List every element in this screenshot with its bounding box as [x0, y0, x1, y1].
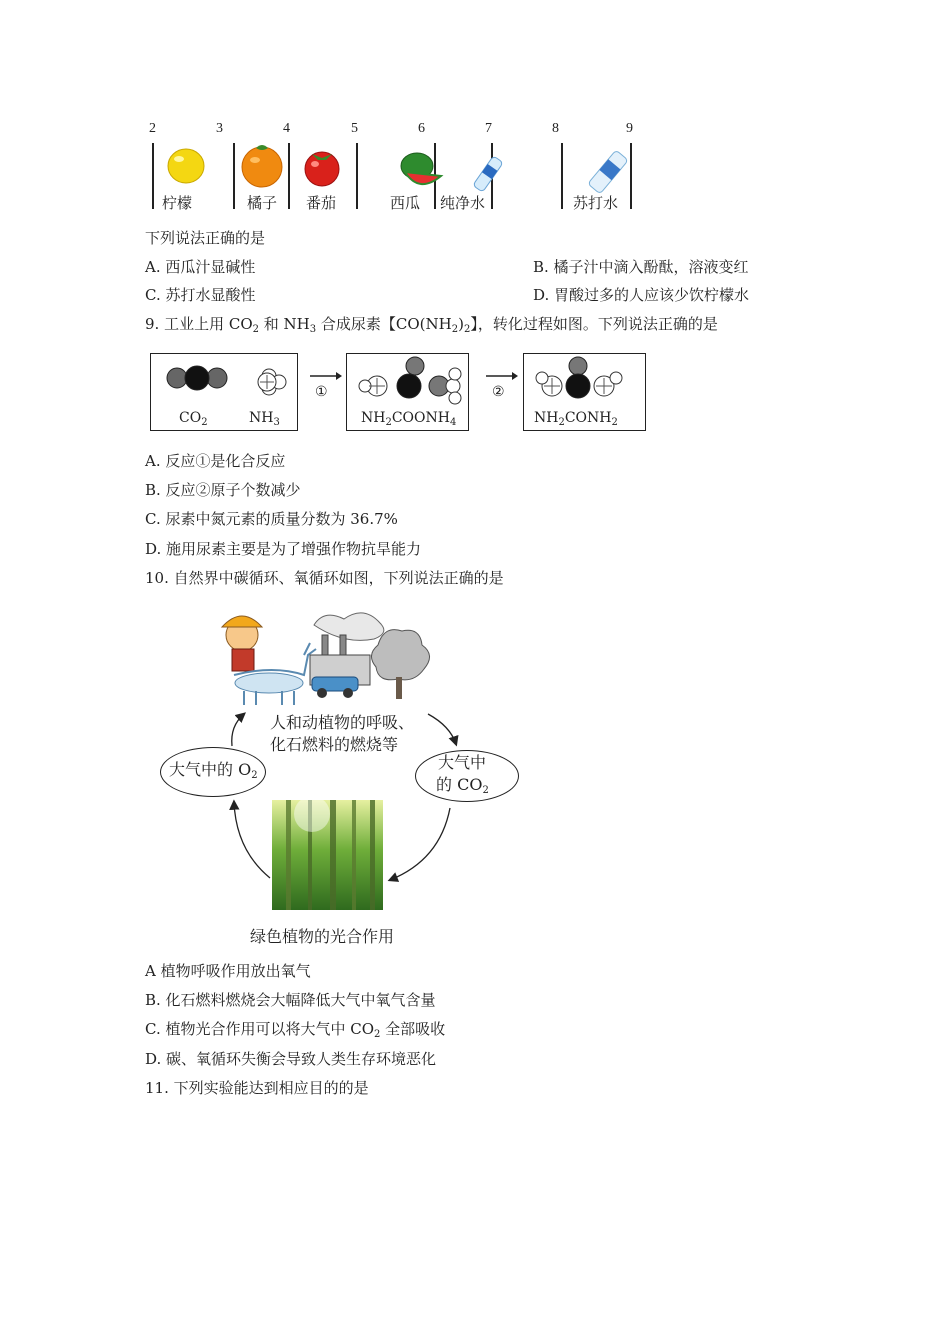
q10-stem: 10. 自然界中碳循环、氧循环如图，下列说法正确的是 — [145, 569, 504, 587]
subscript: 2 — [251, 770, 258, 781]
intermediate-label — [361, 410, 456, 426]
formula-text: CO — [179, 410, 202, 426]
formula-text: COONH — [391, 410, 450, 426]
ph-number: 7 — [485, 121, 492, 136]
q10-option-a: A 植物呼吸作用放出氧气 — [145, 962, 311, 980]
soda-bottle-icon — [580, 146, 636, 198]
co2-ellipse-line1: 大气中 — [438, 753, 487, 772]
urea-label — [534, 410, 618, 426]
subscript: 4 — [449, 417, 457, 428]
step-2-label: ② — [492, 384, 505, 400]
option-text: 全部吸收 — [380, 1020, 446, 1038]
q9-stem-part: 合成尿素【CO(NH — [316, 315, 452, 333]
cycle-arrows — [160, 700, 540, 900]
respiration-combustion-illustration — [214, 605, 434, 710]
ph-number: 3 — [216, 121, 223, 136]
ph-tick — [288, 143, 290, 209]
ammonium-carbamate-molecule-icon — [355, 356, 465, 404]
ph-tick — [356, 143, 358, 209]
ph-number: 9 — [626, 121, 633, 136]
urea-molecule-icon — [536, 356, 636, 404]
q9-stem-part: 和 NH — [259, 315, 310, 333]
ph-item-label: 苏打水 — [573, 194, 619, 212]
co2-molecule-icon — [163, 362, 283, 398]
subscript: 2 — [374, 1029, 381, 1040]
ph-number: 5 — [351, 121, 358, 136]
ph-tick — [561, 143, 563, 209]
urea-box — [523, 353, 646, 431]
option-text: C. 植物光合作用可以将大气中 CO — [145, 1020, 375, 1038]
formula-text: CONH — [564, 410, 612, 426]
tomato-icon — [300, 144, 344, 188]
subscript: 2 — [558, 417, 565, 428]
lemon-icon — [164, 144, 208, 186]
arrow-right-icon — [310, 370, 342, 382]
q9-stem-part: ) — [458, 315, 464, 333]
subscript: 2 — [385, 417, 392, 428]
q10-option-d: D. 碳、氧循环失衡会导致人类生存环境恶化 — [145, 1050, 437, 1068]
q8-option-a: A. 西瓜汁显碱性 — [145, 258, 256, 276]
ph-item-label: 柠檬 — [162, 194, 193, 212]
ph-number: 8 — [552, 121, 559, 136]
watermelon-icon — [397, 150, 445, 190]
q10-option-b: B. 化石燃料燃烧会大幅降低大气中氧气含量 — [145, 991, 436, 1009]
subscript: 3 — [273, 417, 280, 428]
ph-item-label: 纯净水 — [440, 194, 486, 212]
ph-item-label: 西瓜 — [390, 194, 421, 212]
subscript: 2 — [482, 785, 489, 796]
ellipse-text: 大气中的 O — [169, 760, 252, 779]
subscript: 2 — [463, 324, 471, 335]
q9-option-b: B. 反应②原子个数减少 — [145, 481, 301, 499]
water-bottle-icon — [466, 148, 516, 198]
formula-text: NH — [249, 410, 274, 426]
reactants-box — [150, 353, 298, 431]
subscript: 3 — [309, 324, 317, 335]
ellipse-text: 的 CO — [436, 775, 483, 794]
ph-item-label: 番茄 — [306, 194, 337, 212]
ph-item-label: 橘子 — [247, 194, 278, 212]
subscript: 2 — [611, 417, 618, 428]
q9-stem-part: 9. 工业上用 CO — [145, 315, 253, 333]
q9-stem-part: 】，转化过程如图。下列说法正确的是 — [470, 315, 718, 333]
ph-tick — [233, 143, 235, 209]
q10-option-c — [145, 1019, 445, 1039]
subscript: 2 — [201, 417, 208, 428]
nh3-label — [249, 410, 280, 426]
q8-option-c: C. 苏打水显酸性 — [145, 286, 256, 304]
respiration-text-line2: 化石燃料的燃烧等 — [270, 735, 399, 754]
formula-text: NH — [361, 410, 386, 426]
step-1-label: ① — [315, 384, 328, 400]
subscript: 2 — [252, 324, 259, 335]
q9-stem — [145, 314, 718, 334]
q8-stem: 下列说法正确的是 — [145, 229, 266, 247]
q9-option-c: C. 尿素中氮元素的质量分数为 36.7% — [145, 510, 398, 528]
arrow-right-icon — [486, 370, 518, 382]
respiration-text-line1: 人和动植物的呼吸、 — [270, 713, 415, 732]
q11-stem: 11. 下列实验能达到相应目的的是 — [145, 1079, 369, 1097]
q9-option-a: A. 反应①是化合反应 — [145, 452, 286, 470]
ph-tick — [152, 143, 154, 209]
ph-number: 2 — [149, 121, 156, 136]
intermediate-box — [346, 353, 469, 431]
q8-option-b: B. 橘子汁中滴入酚酞，溶液变红 — [533, 258, 749, 276]
co2-label — [179, 410, 208, 426]
subscript: 2 — [451, 324, 459, 335]
orange-icon — [238, 142, 286, 188]
q9-option-d: D. 施用尿素主要是为了增强作物抗旱能力 — [145, 540, 422, 558]
formula-text: NH — [534, 410, 559, 426]
q8-option-d: D. 胃酸过多的人应该少饮柠檬水 — [533, 286, 750, 304]
ph-number: 4 — [283, 121, 290, 136]
ph-number: 6 — [418, 121, 425, 136]
photosynthesis-label: 绿色植物的光合作用 — [250, 927, 395, 946]
